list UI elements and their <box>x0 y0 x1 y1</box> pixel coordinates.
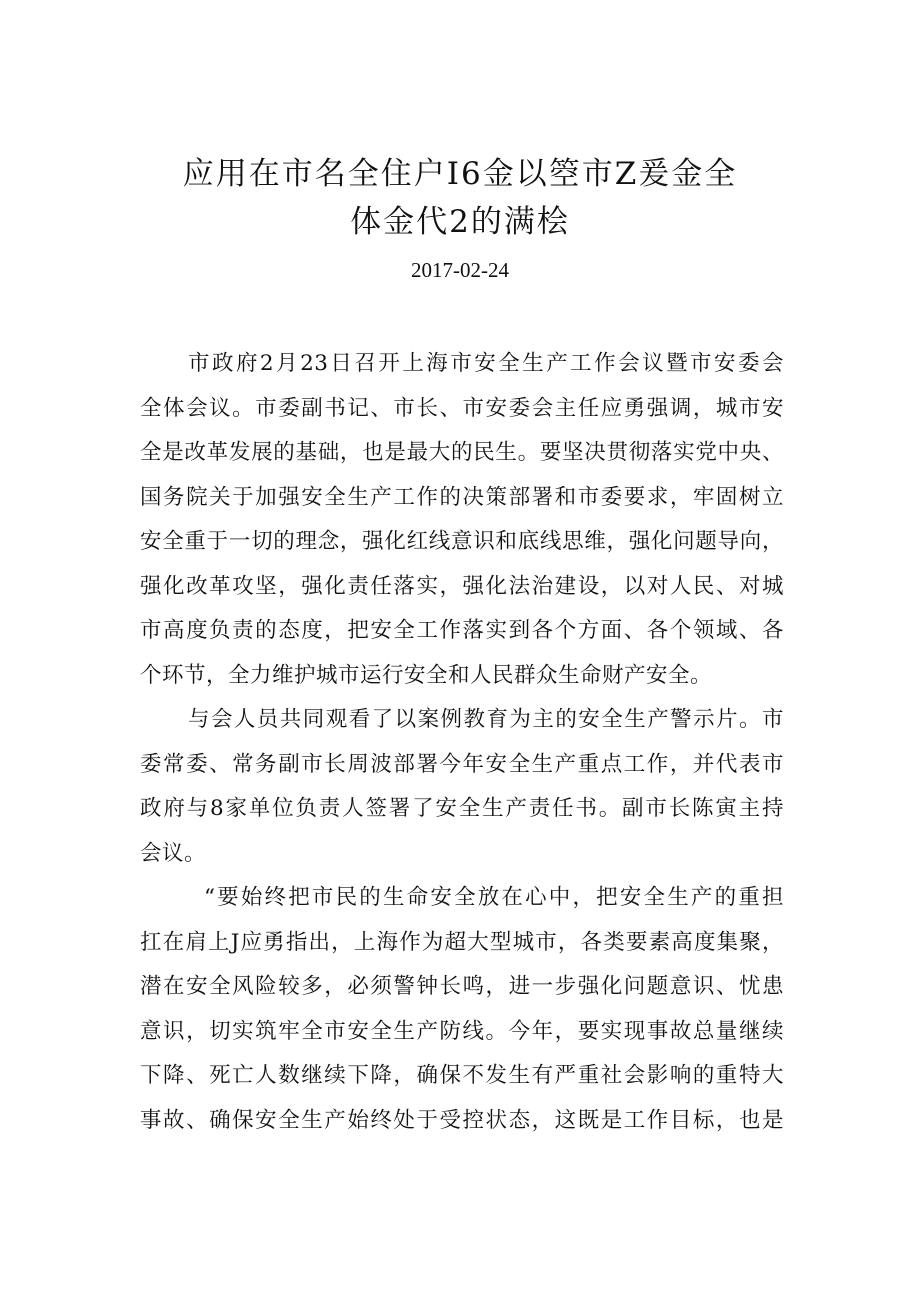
paragraph-3 <box>140 876 784 1143</box>
paragraph-2 <box>140 698 784 876</box>
text-line: 市高度负责的态度，把安全工作落实到各个方面、各个领域、各 <box>140 618 784 643</box>
document-title-line-2: 体金代2的满桧 <box>350 204 570 240</box>
text-line: 全体会议。市委副书记、市长、市安委会主任应勇强调，城市安 <box>140 395 784 421</box>
text-line: 意识，切实筑牢全市安全生产防线。今年，要实现事故总量继续 <box>140 1018 784 1044</box>
text-line: 扛在肩上J应勇指出，上海作为超大型城市，各类要素高度集聚， <box>140 929 784 955</box>
paragraph-1 <box>140 342 784 698</box>
text-line: 会议。 <box>140 840 207 866</box>
document-body <box>140 342 784 1143</box>
text-line: 政府与8家单位负责人签署了安全生产责任书。副市长陈寅主持 <box>140 796 784 821</box>
text-line: 下降、死亡人数继续下降，确保不发生有严重社会影响的重特大 <box>140 1063 784 1088</box>
text-line: 全是改革发展的基础，也是最大的民生。要坚决贯彻落实党中央、 <box>140 440 784 465</box>
document-date: 2017-02-24 <box>411 258 509 282</box>
text-line: 事故、确保安全生产始终处于受控状态，这既是工作目标，也是 <box>140 1107 784 1133</box>
text-line: 潜在安全风险较多，必须警钟长鸣，进一步强化问题意识、忧患 <box>140 974 784 999</box>
text-line: 国务院关于加强安全生产工作的决策部署和市委要求，牢固树立 <box>140 484 784 510</box>
text-line: 市政府2月23日召开上海市安全生产工作会议暨市安委会 <box>188 351 784 376</box>
document-title-line-1: 应用在市名全住户I6金以箜市Z爰金全 <box>182 156 738 192</box>
text-line: 安全重于一切的理念，强化红线意识和底线思维，强化问题导向， <box>140 529 784 554</box>
text-line: 强化改革攻坚，强化责任落实，强化法治建设，以对人民、对城 <box>140 573 784 599</box>
text-line: 个环节，全力维护城市运行安全和人民群众生命财产安全。 <box>140 662 713 688</box>
text-line: 与会人员共同观看了以案例教育为主的安全生产警示片。市 <box>188 707 784 732</box>
text-line: “要始终把市民的生命安全放在心中，把安全生产的重担 <box>204 885 784 910</box>
text-line: 委常委、常务副市长周波部署今年安全生产重点工作，并代表市 <box>140 751 784 777</box>
